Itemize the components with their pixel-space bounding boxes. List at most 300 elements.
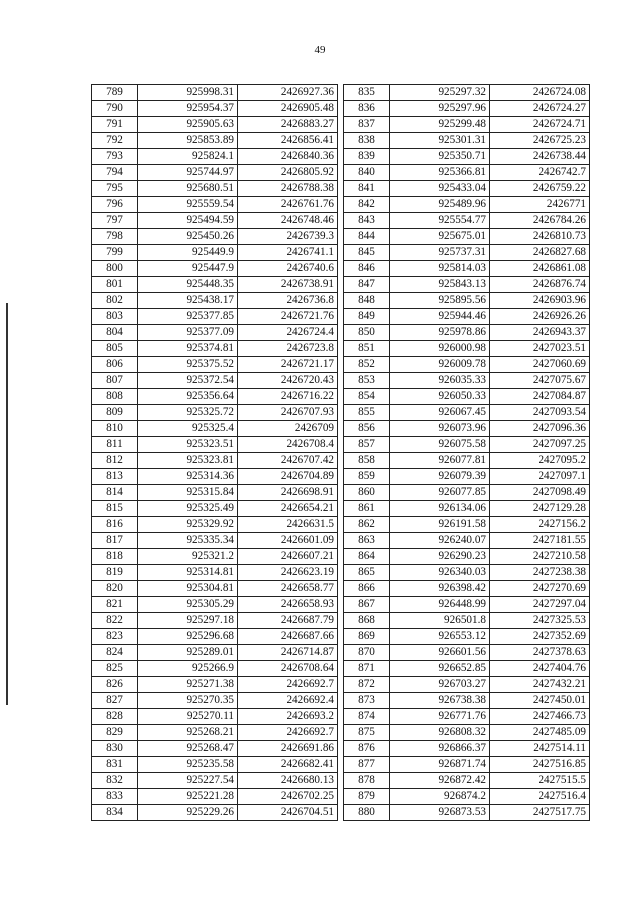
point-number-cell: 801 (92, 277, 138, 293)
point-number-cell: 852 (344, 357, 390, 373)
y-coordinate-cell: 2427297.04 (490, 597, 590, 613)
point-number-cell: 870 (344, 645, 390, 661)
table-row (344, 581, 590, 597)
point-number-cell: 799 (92, 245, 138, 261)
table-row (344, 165, 590, 181)
point-number-cell: 849 (344, 309, 390, 325)
y-coordinate-cell: 2427095.2 (490, 453, 590, 469)
y-coordinate-cell: 2426687.79 (238, 613, 338, 629)
table-row (92, 149, 338, 165)
y-coordinate-cell: 2426607.21 (238, 549, 338, 565)
y-coordinate-cell: 2426738.44 (490, 149, 590, 165)
point-number-cell: 802 (92, 293, 138, 309)
table-row (344, 213, 590, 229)
x-coordinate-cell: 926240.07 (390, 533, 490, 549)
point-number-cell: 793 (92, 149, 138, 165)
point-number-cell: 872 (344, 677, 390, 693)
table-row (92, 165, 338, 181)
point-number-cell: 861 (344, 501, 390, 517)
table-row (344, 501, 590, 517)
y-coordinate-cell: 2427485.09 (490, 725, 590, 741)
table-row (344, 629, 590, 645)
point-number-cell: 826 (92, 677, 138, 693)
y-coordinate-cell: 2426720.43 (238, 373, 338, 389)
table-row (344, 677, 590, 693)
x-coordinate-cell: 925905.63 (138, 117, 238, 133)
x-coordinate-cell: 926501.8 (390, 613, 490, 629)
table-row (92, 341, 338, 357)
y-coordinate-cell: 2426721.17 (238, 357, 338, 373)
y-coordinate-cell: 2426714.87 (238, 645, 338, 661)
point-number-cell: 866 (344, 581, 390, 597)
y-coordinate-cell: 2426771 (490, 197, 590, 213)
point-number-cell: 804 (92, 325, 138, 341)
y-coordinate-cell: 2427156.2 (490, 517, 590, 533)
y-coordinate-cell: 2427096.36 (490, 421, 590, 437)
x-coordinate-cell: 926290.23 (390, 549, 490, 565)
x-coordinate-cell: 925680.51 (138, 181, 238, 197)
table-row (92, 533, 338, 549)
y-coordinate-cell: 2426724.27 (490, 101, 590, 117)
y-coordinate-cell: 2426903.96 (490, 293, 590, 309)
point-number-cell: 862 (344, 517, 390, 533)
y-coordinate-cell: 2427516.85 (490, 757, 590, 773)
point-number-cell: 816 (92, 517, 138, 533)
x-coordinate-cell: 926035.33 (390, 373, 490, 389)
table-row (344, 133, 590, 149)
y-coordinate-cell: 2427432.21 (490, 677, 590, 693)
point-number-cell: 853 (344, 373, 390, 389)
table-row (92, 613, 338, 629)
point-number-cell: 828 (92, 709, 138, 725)
point-number-cell: 863 (344, 533, 390, 549)
table-row (92, 325, 338, 341)
table-row (92, 581, 338, 597)
x-coordinate-cell: 925271.38 (138, 677, 238, 693)
table-row (92, 229, 338, 245)
point-number-cell: 871 (344, 661, 390, 677)
x-coordinate-cell: 925814.03 (390, 261, 490, 277)
point-number-cell: 834 (92, 805, 138, 821)
y-coordinate-cell: 2427514.11 (490, 741, 590, 757)
x-coordinate-cell: 926340.03 (390, 565, 490, 581)
x-coordinate-cell: 925289.01 (138, 645, 238, 661)
point-number-cell: 851 (344, 341, 390, 357)
x-coordinate-cell: 925221.28 (138, 789, 238, 805)
x-coordinate-cell: 926601.56 (390, 645, 490, 661)
table-row (92, 245, 338, 261)
point-number-cell: 876 (344, 741, 390, 757)
point-number-cell: 795 (92, 181, 138, 197)
x-coordinate-cell: 925297.18 (138, 613, 238, 629)
point-number-cell: 868 (344, 613, 390, 629)
y-coordinate-cell: 2427097.25 (490, 437, 590, 453)
x-coordinate-cell: 925843.13 (390, 277, 490, 293)
table-row (344, 389, 590, 405)
point-number-cell: 874 (344, 709, 390, 725)
table-row (92, 597, 338, 613)
point-number-cell: 839 (344, 149, 390, 165)
y-coordinate-cell: 2426723.8 (238, 341, 338, 357)
y-coordinate-cell: 2426631.5 (238, 517, 338, 533)
x-coordinate-cell: 926191.58 (390, 517, 490, 533)
table-row (344, 773, 590, 789)
y-coordinate-cell: 2426721.76 (238, 309, 338, 325)
point-number-cell: 837 (344, 117, 390, 133)
table-row (344, 741, 590, 757)
x-coordinate-cell: 925737.31 (390, 245, 490, 261)
x-coordinate-cell: 926553.12 (390, 629, 490, 645)
table-row (344, 469, 590, 485)
y-coordinate-cell: 2427466.73 (490, 709, 590, 725)
table-row (92, 469, 338, 485)
y-coordinate-cell: 2426724.4 (238, 325, 338, 341)
table-row (92, 357, 338, 373)
table-row (92, 645, 338, 661)
table-row (344, 549, 590, 565)
y-coordinate-cell: 2426693.2 (238, 709, 338, 725)
y-coordinate-cell: 2426658.77 (238, 581, 338, 597)
y-coordinate-cell: 2426739.3 (238, 229, 338, 245)
table-row (344, 453, 590, 469)
coordinates-table-left (91, 84, 338, 821)
point-number-cell: 860 (344, 485, 390, 501)
point-number-cell: 808 (92, 389, 138, 405)
y-coordinate-cell: 2426704.89 (238, 469, 338, 485)
table-row (344, 661, 590, 677)
table-row (344, 789, 590, 805)
point-number-cell: 836 (344, 101, 390, 117)
table-row (344, 357, 590, 373)
y-coordinate-cell: 2426927.36 (238, 85, 338, 101)
x-coordinate-cell: 925450.26 (138, 229, 238, 245)
point-number-cell: 831 (92, 757, 138, 773)
table-row (92, 485, 338, 501)
x-coordinate-cell: 925270.11 (138, 709, 238, 725)
point-number-cell: 854 (344, 389, 390, 405)
x-coordinate-cell: 925299.48 (390, 117, 490, 133)
table-row (344, 181, 590, 197)
table-row (344, 485, 590, 501)
table-row (344, 645, 590, 661)
table-row (344, 597, 590, 613)
x-coordinate-cell: 925372.54 (138, 373, 238, 389)
table-row (92, 277, 338, 293)
y-coordinate-cell: 2426742.7 (490, 165, 590, 181)
point-number-cell: 833 (92, 789, 138, 805)
point-number-cell: 822 (92, 613, 138, 629)
y-coordinate-cell: 2426658.93 (238, 597, 338, 613)
coordinates-table-right (343, 84, 590, 821)
point-number-cell: 815 (92, 501, 138, 517)
page-number: 49 (314, 44, 326, 56)
x-coordinate-cell: 926808.32 (390, 725, 490, 741)
point-number-cell: 844 (344, 229, 390, 245)
y-coordinate-cell: 2427023.51 (490, 341, 590, 357)
x-coordinate-cell: 925944.46 (390, 309, 490, 325)
y-coordinate-cell: 2427270.69 (490, 581, 590, 597)
point-number-cell: 817 (92, 533, 138, 549)
point-number-cell: 803 (92, 309, 138, 325)
y-coordinate-cell: 2426840.36 (238, 149, 338, 165)
point-number-cell: 806 (92, 357, 138, 373)
x-coordinate-cell: 926652.85 (390, 661, 490, 677)
table-row (92, 501, 338, 517)
table-row (344, 565, 590, 581)
x-coordinate-cell: 925895.56 (390, 293, 490, 309)
x-coordinate-cell: 925374.81 (138, 341, 238, 357)
y-coordinate-cell: 2426692.7 (238, 725, 338, 741)
point-number-cell: 789 (92, 85, 138, 101)
table-row (344, 517, 590, 533)
point-number-cell: 857 (344, 437, 390, 453)
table-row (344, 693, 590, 709)
y-coordinate-cell: 2426704.51 (238, 805, 338, 821)
y-coordinate-cell: 2426691.86 (238, 741, 338, 757)
y-coordinate-cell: 2426654.21 (238, 501, 338, 517)
point-number-cell: 841 (344, 181, 390, 197)
table-row (92, 181, 338, 197)
table-row (92, 293, 338, 309)
y-coordinate-cell: 2427060.69 (490, 357, 590, 373)
table-row (92, 117, 338, 133)
table-row (92, 629, 338, 645)
x-coordinate-cell: 926738.38 (390, 693, 490, 709)
table-row (92, 437, 338, 453)
table-row (92, 213, 338, 229)
point-number-cell: 825 (92, 661, 138, 677)
x-coordinate-cell: 925489.96 (390, 197, 490, 213)
point-number-cell: 794 (92, 165, 138, 181)
x-coordinate-cell: 925335.34 (138, 533, 238, 549)
table-row (92, 677, 338, 693)
x-coordinate-cell: 925323.51 (138, 437, 238, 453)
table-row (344, 405, 590, 421)
x-coordinate-cell: 926079.39 (390, 469, 490, 485)
table-row (92, 805, 338, 821)
x-coordinate-cell: 925325.4 (138, 421, 238, 437)
y-coordinate-cell: 2426810.73 (490, 229, 590, 245)
x-coordinate-cell: 925325.49 (138, 501, 238, 517)
y-coordinate-cell: 2426738.91 (238, 277, 338, 293)
y-coordinate-cell: 2426702.25 (238, 789, 338, 805)
point-number-cell: 830 (92, 741, 138, 757)
y-coordinate-cell: 2427515.5 (490, 773, 590, 789)
x-coordinate-cell: 925321.2 (138, 549, 238, 565)
x-coordinate-cell: 925266.9 (138, 661, 238, 677)
x-coordinate-cell: 925494.59 (138, 213, 238, 229)
table-row (344, 117, 590, 133)
y-coordinate-cell: 2426805.92 (238, 165, 338, 181)
x-coordinate-cell: 925297.32 (390, 85, 490, 101)
table-row (92, 725, 338, 741)
point-number-cell: 840 (344, 165, 390, 181)
point-number-cell: 877 (344, 757, 390, 773)
y-coordinate-cell: 2426926.26 (490, 309, 590, 325)
table-row (92, 517, 338, 533)
point-number-cell: 879 (344, 789, 390, 805)
point-number-cell: 832 (92, 773, 138, 789)
table-row (92, 773, 338, 789)
y-coordinate-cell: 2426905.48 (238, 101, 338, 117)
x-coordinate-cell: 925377.85 (138, 309, 238, 325)
x-coordinate-cell: 925297.96 (390, 101, 490, 117)
x-coordinate-cell: 926073.96 (390, 421, 490, 437)
y-coordinate-cell: 2426724.71 (490, 117, 590, 133)
table-row (344, 757, 590, 773)
table-row (344, 437, 590, 453)
y-coordinate-cell: 2426708.4 (238, 437, 338, 453)
point-number-cell: 810 (92, 421, 138, 437)
x-coordinate-cell: 925305.29 (138, 597, 238, 613)
point-number-cell: 814 (92, 485, 138, 501)
table-row (344, 805, 590, 821)
y-coordinate-cell: 2426724.08 (490, 85, 590, 101)
point-number-cell: 850 (344, 325, 390, 341)
table-row (92, 389, 338, 405)
y-coordinate-cell: 2426682.41 (238, 757, 338, 773)
point-number-cell: 856 (344, 421, 390, 437)
x-coordinate-cell: 925329.92 (138, 517, 238, 533)
x-coordinate-cell: 925978.86 (390, 325, 490, 341)
point-number-cell: 813 (92, 469, 138, 485)
point-number-cell: 824 (92, 645, 138, 661)
x-coordinate-cell: 925270.35 (138, 693, 238, 709)
table-row (344, 309, 590, 325)
x-coordinate-cell: 926448.99 (390, 597, 490, 613)
y-coordinate-cell: 2426687.66 (238, 629, 338, 645)
y-coordinate-cell: 2427210.58 (490, 549, 590, 565)
y-coordinate-cell: 2427098.49 (490, 485, 590, 501)
x-coordinate-cell: 925356.64 (138, 389, 238, 405)
x-coordinate-cell: 925853.89 (138, 133, 238, 149)
y-coordinate-cell: 2427129.28 (490, 501, 590, 517)
x-coordinate-cell: 926873.53 (390, 805, 490, 821)
x-coordinate-cell: 926872.42 (390, 773, 490, 789)
x-coordinate-cell: 925954.37 (138, 101, 238, 117)
y-coordinate-cell: 2427097.1 (490, 469, 590, 485)
table-row (344, 613, 590, 629)
point-number-cell: 875 (344, 725, 390, 741)
y-coordinate-cell: 2426741.1 (238, 245, 338, 261)
x-coordinate-cell: 925314.81 (138, 565, 238, 581)
x-coordinate-cell: 925235.58 (138, 757, 238, 773)
x-coordinate-cell: 925301.31 (390, 133, 490, 149)
y-coordinate-cell: 2426725.23 (490, 133, 590, 149)
x-coordinate-cell: 926077.85 (390, 485, 490, 501)
point-number-cell: 798 (92, 229, 138, 245)
point-number-cell: 790 (92, 101, 138, 117)
x-coordinate-cell: 925824.1 (138, 149, 238, 165)
x-coordinate-cell: 925227.54 (138, 773, 238, 789)
y-coordinate-cell: 2426716.22 (238, 389, 338, 405)
y-coordinate-cell: 2427516.4 (490, 789, 590, 805)
table-row (344, 229, 590, 245)
table-row (344, 85, 590, 101)
table-row (344, 709, 590, 725)
x-coordinate-cell: 925375.52 (138, 357, 238, 373)
y-coordinate-cell: 2426788.38 (238, 181, 338, 197)
x-coordinate-cell: 925433.04 (390, 181, 490, 197)
y-coordinate-cell: 2426708.64 (238, 661, 338, 677)
point-number-cell: 797 (92, 213, 138, 229)
y-coordinate-cell: 2427378.63 (490, 645, 590, 661)
table-row (92, 373, 338, 389)
y-coordinate-cell: 2426707.93 (238, 405, 338, 421)
table-row (344, 421, 590, 437)
point-number-cell: 812 (92, 453, 138, 469)
point-number-cell: 827 (92, 693, 138, 709)
point-number-cell: 867 (344, 597, 390, 613)
x-coordinate-cell: 925350.71 (390, 149, 490, 165)
x-coordinate-cell: 925304.81 (138, 581, 238, 597)
x-coordinate-cell: 926077.81 (390, 453, 490, 469)
point-number-cell: 811 (92, 437, 138, 453)
y-coordinate-cell: 2426883.27 (238, 117, 338, 133)
x-coordinate-cell: 925377.09 (138, 325, 238, 341)
table-row (92, 197, 338, 213)
x-coordinate-cell: 925998.31 (138, 85, 238, 101)
x-coordinate-cell: 925314.36 (138, 469, 238, 485)
point-number-cell: 829 (92, 725, 138, 741)
y-coordinate-cell: 2426827.68 (490, 245, 590, 261)
table-row (92, 549, 338, 565)
x-coordinate-cell: 925554.77 (390, 213, 490, 229)
point-number-cell: 858 (344, 453, 390, 469)
y-coordinate-cell: 2427325.53 (490, 613, 590, 629)
table-row (344, 197, 590, 213)
x-coordinate-cell: 925675.01 (390, 229, 490, 245)
x-coordinate-cell: 925447.9 (138, 261, 238, 277)
point-number-cell: 855 (344, 405, 390, 421)
x-coordinate-cell: 925366.81 (390, 165, 490, 181)
x-coordinate-cell: 925296.68 (138, 629, 238, 645)
y-coordinate-cell: 2426623.19 (238, 565, 338, 581)
point-number-cell: 821 (92, 597, 138, 613)
point-number-cell: 818 (92, 549, 138, 565)
table-row (92, 709, 338, 725)
x-coordinate-cell: 925268.47 (138, 741, 238, 757)
point-number-cell: 845 (344, 245, 390, 261)
margin-binding-line (6, 303, 8, 705)
y-coordinate-cell: 2427404.76 (490, 661, 590, 677)
x-coordinate-cell: 926871.74 (390, 757, 490, 773)
x-coordinate-cell: 926050.33 (390, 389, 490, 405)
y-coordinate-cell: 2426748.46 (238, 213, 338, 229)
y-coordinate-cell: 2426698.91 (238, 485, 338, 501)
y-coordinate-cell: 2426761.76 (238, 197, 338, 213)
table-row (92, 421, 338, 437)
point-number-cell: 864 (344, 549, 390, 565)
x-coordinate-cell: 925268.21 (138, 725, 238, 741)
x-coordinate-cell: 925449.9 (138, 245, 238, 261)
x-coordinate-cell: 926866.37 (390, 741, 490, 757)
table-row (92, 133, 338, 149)
x-coordinate-cell: 925325.72 (138, 405, 238, 421)
x-coordinate-cell: 926771.76 (390, 709, 490, 725)
x-coordinate-cell: 926398.42 (390, 581, 490, 597)
table-row (344, 373, 590, 389)
point-number-cell: 792 (92, 133, 138, 149)
point-number-cell: 805 (92, 341, 138, 357)
y-coordinate-cell: 2426876.74 (490, 277, 590, 293)
y-coordinate-cell: 2427181.55 (490, 533, 590, 549)
y-coordinate-cell: 2427517.75 (490, 805, 590, 821)
y-coordinate-cell: 2427093.54 (490, 405, 590, 421)
y-coordinate-cell: 2427075.67 (490, 373, 590, 389)
point-number-cell: 820 (92, 581, 138, 597)
y-coordinate-cell: 2426709 (238, 421, 338, 437)
